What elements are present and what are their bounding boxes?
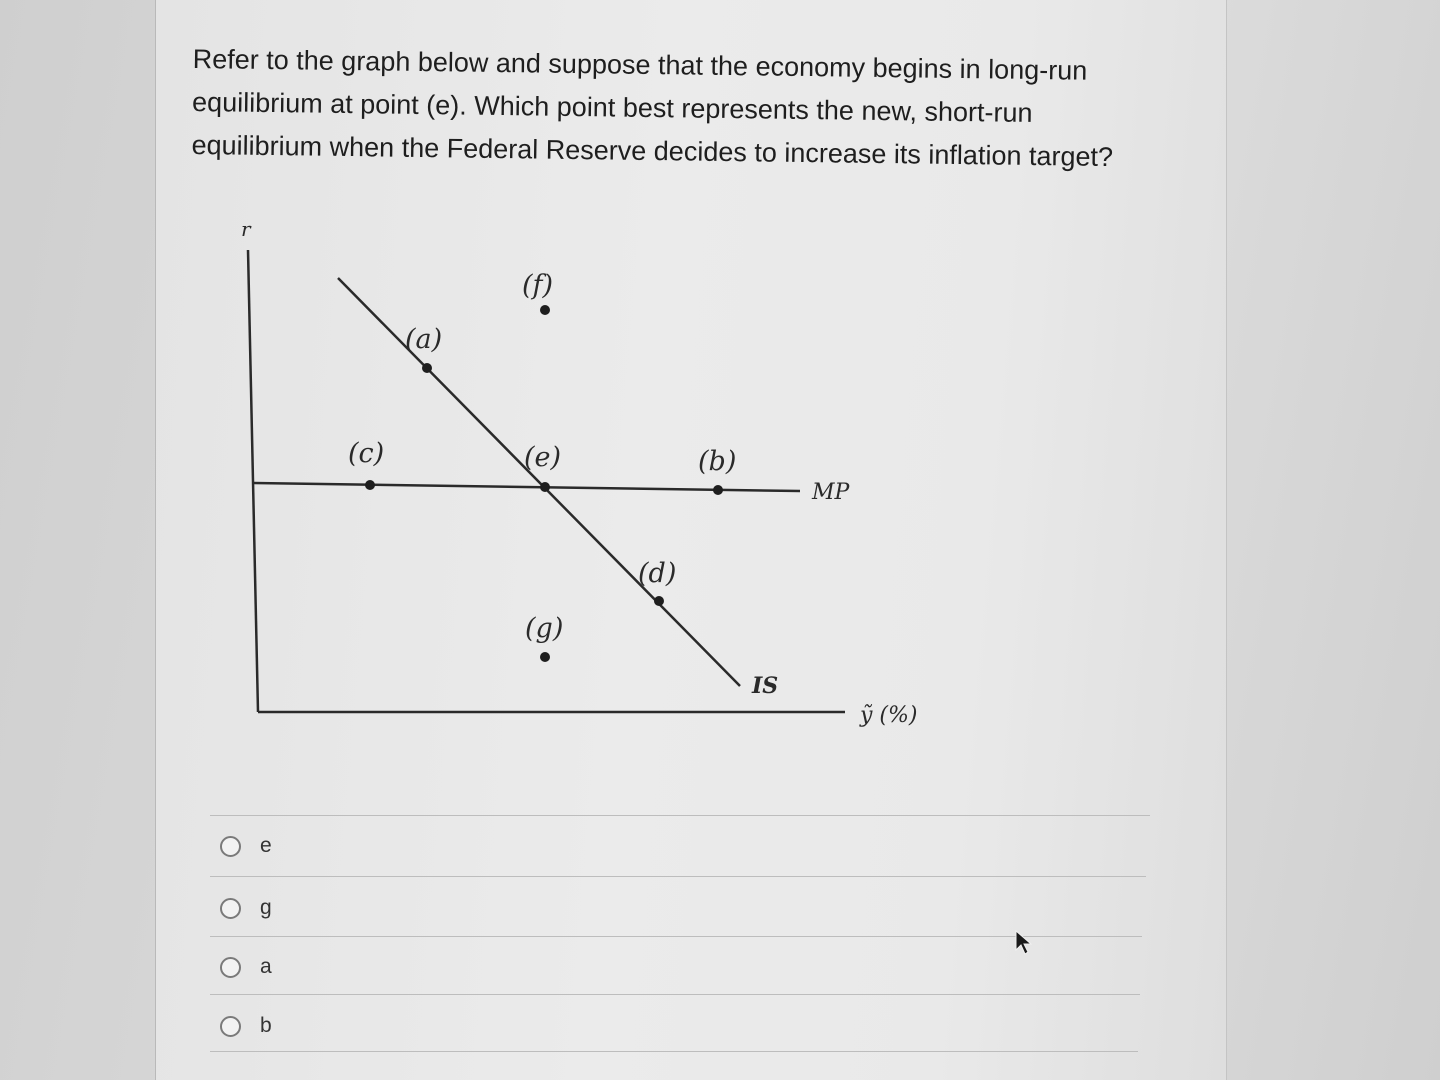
radio-button[interactable] <box>220 836 241 857</box>
radio-button[interactable] <box>220 1016 241 1037</box>
choice-label: a <box>260 955 272 978</box>
point-b <box>713 485 723 495</box>
mp-label: MP <box>812 480 850 505</box>
choice-g[interactable] <box>220 888 272 928</box>
point-c-label: (c) <box>348 438 385 469</box>
point-a <box>422 363 432 373</box>
choice-label: b <box>260 1014 272 1037</box>
y-axis <box>248 250 258 712</box>
choice-label: e <box>260 834 272 857</box>
point-e <box>540 482 550 492</box>
answer-choices <box>210 815 1150 1080</box>
choice-b[interactable] <box>220 1006 272 1046</box>
y-axis-label: r <box>241 217 251 241</box>
point-b-label: (b) <box>698 446 737 477</box>
choice-divider <box>210 815 1150 816</box>
point-f <box>540 305 550 315</box>
point-c <box>365 480 375 490</box>
choice-label: g <box>260 896 272 919</box>
choice-divider <box>210 876 1146 877</box>
is-mp-graph <box>200 210 960 750</box>
point-g-label: (g) <box>525 613 564 644</box>
radio-button[interactable] <box>220 957 241 978</box>
point-f-label: (f) <box>522 270 554 301</box>
x-axis-label: ỹ (%) <box>860 703 918 728</box>
choice-divider <box>210 1051 1138 1052</box>
is-label: IS <box>752 673 779 699</box>
mouse-pointer-icon <box>1014 930 1034 956</box>
choice-divider <box>210 994 1140 995</box>
point-d-label: (d) <box>638 558 677 589</box>
choice-divider <box>210 936 1142 937</box>
radio-button[interactable] <box>220 898 241 919</box>
choice-e[interactable] <box>220 826 272 866</box>
choice-a[interactable] <box>220 947 272 987</box>
point-g <box>540 652 550 662</box>
point-a-label: (a) <box>405 324 443 355</box>
point-d <box>654 596 664 606</box>
question-text: Refer to the graph below and suppose that the economy begins in long-run equilibrium at point (e). Which point best represents the new, short-run equilibrium when the Federal Reserve decides to increase its inflation target? <box>191 43 1114 173</box>
point-e-label: (e) <box>524 442 562 473</box>
